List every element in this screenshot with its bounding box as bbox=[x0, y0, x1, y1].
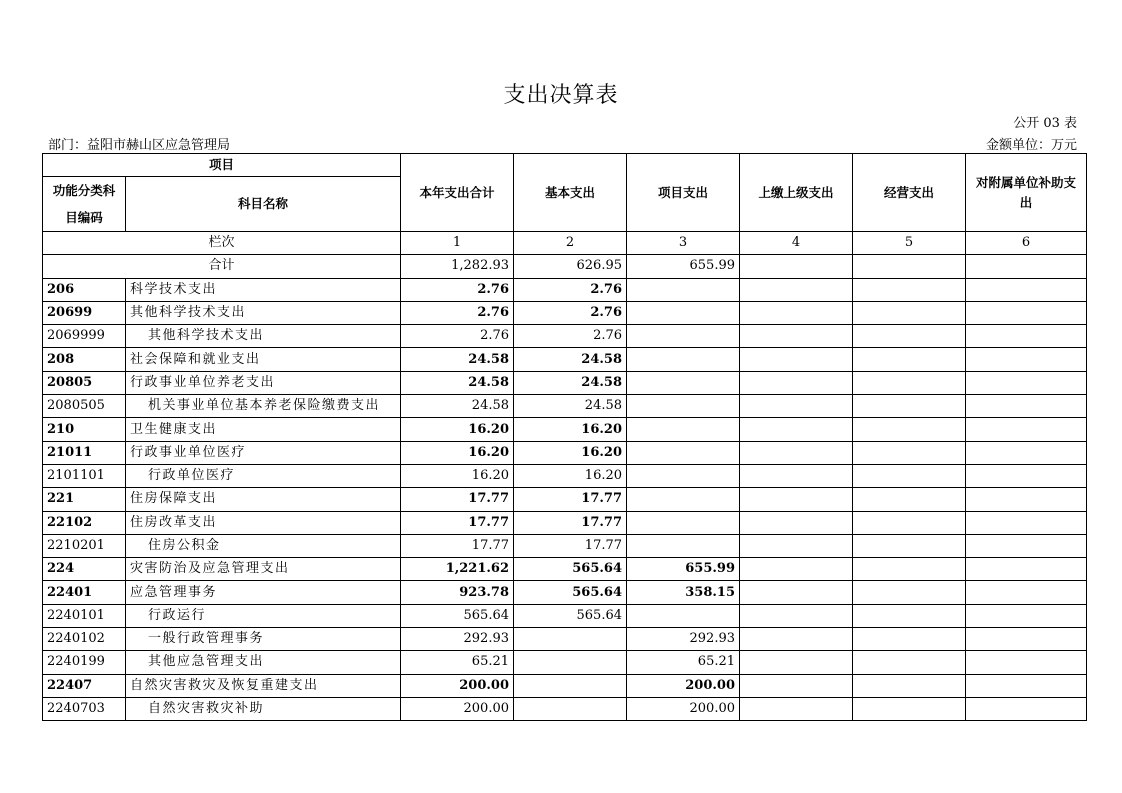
header-subsidiary-subsidy: 对附属单位补助支出 bbox=[966, 154, 1087, 232]
subject-name-cell: 卫生健康支出 bbox=[126, 418, 401, 441]
total-expenditure-cell: 200.00 bbox=[401, 697, 514, 720]
unit-label: 金额单位：万元 bbox=[985, 138, 1077, 153]
total-expenditure-cell: 17.77 bbox=[401, 488, 514, 511]
project-expenditure-cell bbox=[627, 371, 740, 394]
remit-superior-cell bbox=[740, 674, 853, 697]
subsidiary-subsidy-cell bbox=[966, 348, 1087, 371]
table-row bbox=[43, 534, 1087, 557]
operating-expenditure-cell bbox=[853, 464, 966, 487]
basic-expenditure-cell: 2.76 bbox=[514, 325, 627, 348]
subsidiary-subsidy-cell bbox=[966, 674, 1087, 697]
total-expenditure-cell: 292.93 bbox=[401, 628, 514, 651]
column-number-row bbox=[43, 232, 1087, 255]
basic-expenditure-cell bbox=[514, 674, 627, 697]
subject-code-cell: 2210201 bbox=[43, 534, 126, 557]
operating-expenditure-cell bbox=[853, 604, 966, 627]
basic-expenditure-cell: 16.20 bbox=[514, 418, 627, 441]
table-row bbox=[43, 441, 1087, 464]
total-expenditure-cell: 1,221.62 bbox=[401, 558, 514, 581]
basic-expenditure-cell: 565.64 bbox=[514, 558, 627, 581]
header-name: 科目名称 bbox=[126, 177, 401, 232]
subject-code-cell: 2101101 bbox=[43, 464, 126, 487]
subject-name-cell: 其他科学技术支出 bbox=[126, 325, 401, 348]
subsidiary-subsidy-cell bbox=[966, 604, 1087, 627]
subsidiary-subsidy-cell bbox=[966, 464, 1087, 487]
column-number-2: 2 bbox=[514, 232, 627, 255]
operating-expenditure-cell bbox=[853, 558, 966, 581]
operating-expenditure-cell bbox=[853, 511, 966, 534]
subject-code-cell: 20805 bbox=[43, 371, 126, 394]
subject-name-cell: 住房保障支出 bbox=[126, 488, 401, 511]
subsidiary-subsidy-cell bbox=[966, 488, 1087, 511]
table-row bbox=[43, 371, 1087, 394]
subsidiary-subsidy-cell bbox=[966, 534, 1087, 557]
total-cell: 626.95 bbox=[514, 255, 627, 278]
project-expenditure-cell: 200.00 bbox=[627, 674, 740, 697]
remit-superior-cell bbox=[740, 651, 853, 674]
subject-code-cell: 2080505 bbox=[43, 395, 126, 418]
project-expenditure-cell bbox=[627, 604, 740, 627]
total-expenditure-cell: 16.20 bbox=[401, 441, 514, 464]
subject-name-cell: 行政事业单位养老支出 bbox=[126, 371, 401, 394]
remit-superior-cell bbox=[740, 604, 853, 627]
project-expenditure-cell bbox=[627, 278, 740, 301]
expenditure-table bbox=[42, 153, 1087, 721]
subsidiary-subsidy-cell bbox=[966, 371, 1087, 394]
operating-expenditure-cell bbox=[853, 534, 966, 557]
remit-superior-cell bbox=[740, 418, 853, 441]
subsidiary-subsidy-cell bbox=[966, 581, 1087, 604]
table-row bbox=[43, 558, 1087, 581]
project-expenditure-cell bbox=[627, 441, 740, 464]
total-expenditure-cell: 16.20 bbox=[401, 418, 514, 441]
project-expenditure-cell: 292.93 bbox=[627, 628, 740, 651]
subsidiary-subsidy-cell bbox=[966, 511, 1087, 534]
total-expenditure-cell: 24.58 bbox=[401, 371, 514, 394]
project-expenditure-cell bbox=[627, 464, 740, 487]
table-row bbox=[43, 697, 1087, 720]
page-title: 支出决算表 bbox=[503, 83, 619, 108]
header-row-1 bbox=[43, 154, 1087, 177]
remit-superior-cell bbox=[740, 697, 853, 720]
basic-expenditure-cell: 17.77 bbox=[514, 488, 627, 511]
remit-superior-cell bbox=[740, 441, 853, 464]
operating-expenditure-cell bbox=[853, 488, 966, 511]
project-expenditure-cell: 200.00 bbox=[627, 697, 740, 720]
basic-expenditure-cell bbox=[514, 628, 627, 651]
subject-code-cell: 2069999 bbox=[43, 325, 126, 348]
subsidiary-subsidy-cell bbox=[966, 441, 1087, 464]
table-row bbox=[43, 488, 1087, 511]
basic-expenditure-cell: 16.20 bbox=[514, 464, 627, 487]
table-row bbox=[43, 604, 1087, 627]
remit-superior-cell bbox=[740, 464, 853, 487]
column-number-1: 1 bbox=[401, 232, 514, 255]
subject-name-cell: 行政事业单位医疗 bbox=[126, 441, 401, 464]
total-expenditure-cell: 16.20 bbox=[401, 464, 514, 487]
basic-expenditure-cell: 565.64 bbox=[514, 604, 627, 627]
subject-code-cell: 210 bbox=[43, 418, 126, 441]
total-expenditure-cell: 17.77 bbox=[401, 534, 514, 557]
table-row bbox=[43, 674, 1087, 697]
total-cell: 655.99 bbox=[627, 255, 740, 278]
subject-code-cell: 21011 bbox=[43, 441, 126, 464]
basic-expenditure-cell: 2.76 bbox=[514, 278, 627, 301]
remit-superior-cell bbox=[740, 301, 853, 324]
remit-superior-cell bbox=[740, 325, 853, 348]
subsidiary-subsidy-cell bbox=[966, 278, 1087, 301]
operating-expenditure-cell bbox=[853, 278, 966, 301]
form-number: 公开 03 表 bbox=[1013, 116, 1077, 131]
total-cell bbox=[966, 255, 1087, 278]
table-row bbox=[43, 651, 1087, 674]
operating-expenditure-cell bbox=[853, 628, 966, 651]
project-expenditure-cell: 65.21 bbox=[627, 651, 740, 674]
operating-expenditure-cell bbox=[853, 325, 966, 348]
subject-code-cell: 221 bbox=[43, 488, 126, 511]
project-expenditure-cell bbox=[627, 348, 740, 371]
table-row bbox=[43, 395, 1087, 418]
total-expenditure-cell: 17.77 bbox=[401, 511, 514, 534]
header-total-expenditure: 本年支出合计 bbox=[401, 154, 514, 232]
subject-code-cell: 22407 bbox=[43, 674, 126, 697]
basic-expenditure-cell: 24.58 bbox=[514, 371, 627, 394]
table-row bbox=[43, 348, 1087, 371]
remit-superior-cell bbox=[740, 278, 853, 301]
subsidiary-subsidy-cell bbox=[966, 418, 1087, 441]
subject-code-cell: 22102 bbox=[43, 511, 126, 534]
operating-expenditure-cell bbox=[853, 348, 966, 371]
total-cell bbox=[853, 255, 966, 278]
project-expenditure-cell bbox=[627, 418, 740, 441]
total-cell: 1,282.93 bbox=[401, 255, 514, 278]
project-expenditure-cell bbox=[627, 534, 740, 557]
subject-name-cell: 其他科学技术支出 bbox=[126, 301, 401, 324]
total-expenditure-cell: 24.58 bbox=[401, 348, 514, 371]
subject-name-cell: 社会保障和就业支出 bbox=[126, 348, 401, 371]
subsidiary-subsidy-cell bbox=[966, 395, 1087, 418]
basic-expenditure-cell: 2.76 bbox=[514, 301, 627, 324]
table-row bbox=[43, 628, 1087, 651]
table-row bbox=[43, 418, 1087, 441]
subsidiary-subsidy-cell bbox=[966, 558, 1087, 581]
department-label: 部门：益阳市赫山区应急管理局 bbox=[48, 138, 231, 153]
header-code: 功能分类科目编码 bbox=[43, 177, 126, 232]
remit-superior-cell bbox=[740, 348, 853, 371]
operating-expenditure-cell bbox=[853, 674, 966, 697]
basic-expenditure-cell bbox=[514, 697, 627, 720]
subject-code-cell: 206 bbox=[43, 278, 126, 301]
subject-name-cell: 灾害防治及应急管理支出 bbox=[126, 558, 401, 581]
header-operating-expenditure: 经营支出 bbox=[853, 154, 966, 232]
operating-expenditure-cell bbox=[853, 371, 966, 394]
subject-code-cell: 208 bbox=[43, 348, 126, 371]
remit-superior-cell bbox=[740, 488, 853, 511]
subject-code-cell: 20699 bbox=[43, 301, 126, 324]
total-expenditure-cell: 24.58 bbox=[401, 395, 514, 418]
total-expenditure-cell: 565.64 bbox=[401, 604, 514, 627]
subject-name-cell: 自然灾害救灾及恢复重建支出 bbox=[126, 674, 401, 697]
column-number-label: 栏次 bbox=[43, 232, 401, 255]
subject-code-cell: 2240102 bbox=[43, 628, 126, 651]
total-expenditure-cell: 2.76 bbox=[401, 325, 514, 348]
basic-expenditure-cell: 565.64 bbox=[514, 581, 627, 604]
subject-name-cell: 一般行政管理事务 bbox=[126, 628, 401, 651]
remit-superior-cell bbox=[740, 511, 853, 534]
total-row bbox=[43, 255, 1087, 278]
operating-expenditure-cell bbox=[853, 581, 966, 604]
subject-name-cell: 住房公积金 bbox=[126, 534, 401, 557]
column-number-6: 6 bbox=[966, 232, 1087, 255]
subject-name-cell: 其他应急管理支出 bbox=[126, 651, 401, 674]
subject-name-cell: 行政运行 bbox=[126, 604, 401, 627]
project-expenditure-cell bbox=[627, 511, 740, 534]
project-expenditure-cell bbox=[627, 488, 740, 511]
subject-name-cell: 应急管理事务 bbox=[126, 581, 401, 604]
subsidiary-subsidy-cell bbox=[966, 697, 1087, 720]
operating-expenditure-cell bbox=[853, 301, 966, 324]
table-row bbox=[43, 511, 1087, 534]
remit-superior-cell bbox=[740, 581, 853, 604]
header-remit-superior: 上缴上级支出 bbox=[740, 154, 853, 232]
column-number-5: 5 bbox=[853, 232, 966, 255]
header-basic-expenditure: 基本支出 bbox=[514, 154, 627, 232]
basic-expenditure-cell: 17.77 bbox=[514, 511, 627, 534]
subject-name-cell: 行政单位医疗 bbox=[126, 464, 401, 487]
operating-expenditure-cell bbox=[853, 441, 966, 464]
remit-superior-cell bbox=[740, 558, 853, 581]
header-project-expenditure: 项目支出 bbox=[627, 154, 740, 232]
total-expenditure-cell: 2.76 bbox=[401, 278, 514, 301]
remit-superior-cell bbox=[740, 371, 853, 394]
basic-expenditure-cell bbox=[514, 651, 627, 674]
table-row bbox=[43, 278, 1087, 301]
header-item: 项目 bbox=[43, 154, 401, 177]
subject-code-cell: 2240199 bbox=[43, 651, 126, 674]
subject-code-cell: 2240703 bbox=[43, 697, 126, 720]
project-expenditure-cell bbox=[627, 301, 740, 324]
project-expenditure-cell: 358.15 bbox=[627, 581, 740, 604]
total-label: 合计 bbox=[43, 255, 401, 278]
subsidiary-subsidy-cell bbox=[966, 325, 1087, 348]
total-expenditure-cell: 2.76 bbox=[401, 301, 514, 324]
column-number-3: 3 bbox=[627, 232, 740, 255]
project-expenditure-cell bbox=[627, 395, 740, 418]
operating-expenditure-cell bbox=[853, 395, 966, 418]
total-expenditure-cell: 923.78 bbox=[401, 581, 514, 604]
project-expenditure-cell: 655.99 bbox=[627, 558, 740, 581]
remit-superior-cell bbox=[740, 628, 853, 651]
table-row bbox=[43, 301, 1087, 324]
operating-expenditure-cell bbox=[853, 651, 966, 674]
basic-expenditure-cell: 16.20 bbox=[514, 441, 627, 464]
total-expenditure-cell: 65.21 bbox=[401, 651, 514, 674]
remit-superior-cell bbox=[740, 534, 853, 557]
total-cell bbox=[740, 255, 853, 278]
basic-expenditure-cell: 24.58 bbox=[514, 395, 627, 418]
subsidiary-subsidy-cell bbox=[966, 628, 1087, 651]
subject-name-cell: 住房改革支出 bbox=[126, 511, 401, 534]
remit-superior-cell bbox=[740, 395, 853, 418]
subject-name-cell: 机关事业单位基本养老保险缴费支出 bbox=[126, 395, 401, 418]
table-row bbox=[43, 464, 1087, 487]
project-expenditure-cell bbox=[627, 325, 740, 348]
table-row bbox=[43, 581, 1087, 604]
basic-expenditure-cell: 17.77 bbox=[514, 534, 627, 557]
subsidiary-subsidy-cell bbox=[966, 301, 1087, 324]
subject-name-cell: 科学技术支出 bbox=[126, 278, 401, 301]
operating-expenditure-cell bbox=[853, 418, 966, 441]
operating-expenditure-cell bbox=[853, 697, 966, 720]
subject-code-cell: 224 bbox=[43, 558, 126, 581]
table-row bbox=[43, 325, 1087, 348]
subsidiary-subsidy-cell bbox=[966, 651, 1087, 674]
total-expenditure-cell: 200.00 bbox=[401, 674, 514, 697]
subject-code-cell: 2240101 bbox=[43, 604, 126, 627]
column-number-4: 4 bbox=[740, 232, 853, 255]
basic-expenditure-cell: 24.58 bbox=[514, 348, 627, 371]
subject-name-cell: 自然灾害救灾补助 bbox=[126, 697, 401, 720]
subject-code-cell: 22401 bbox=[43, 581, 126, 604]
